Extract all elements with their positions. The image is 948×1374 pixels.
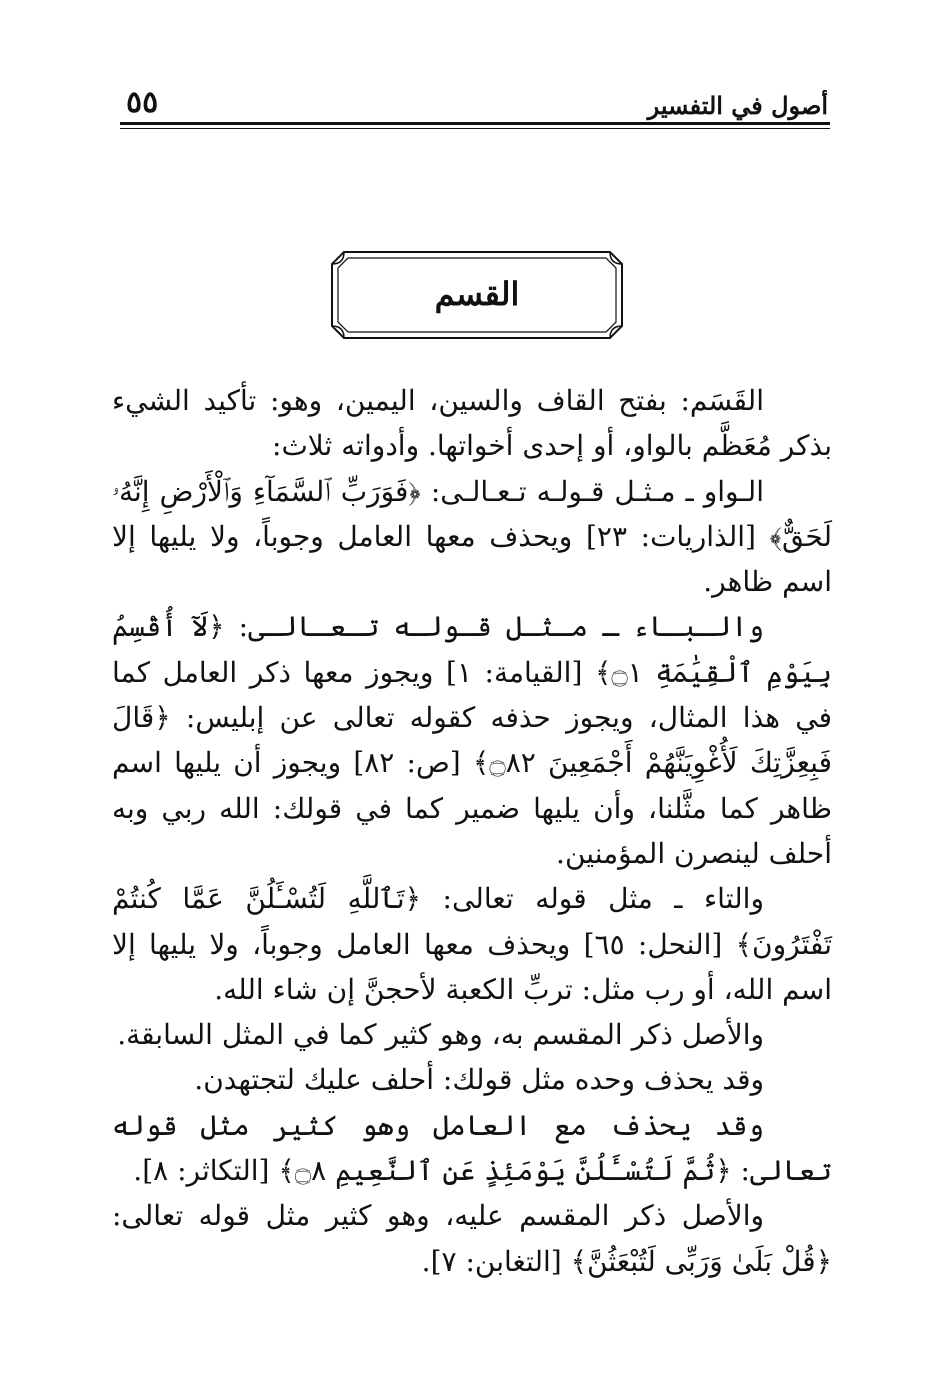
paragraph-muqsam-alayhi: والأصل ذكر المقسم عليه، وهو كثير مثل قوله تعالى: ﴿قُلْ بَلَىٰ وَرَبِّى لَتُبْعَثُنَّ﴾ [التغابن: ٧]. (112, 1199, 832, 1278)
header-rule-thick (120, 122, 830, 125)
section-title: القسم (434, 275, 520, 313)
section-title-frame (330, 250, 624, 340)
header-rule-thin (120, 128, 830, 129)
paragraph-baa: والـبـاء ـ مـثـل قـولـه تـعـالـى: ﴿لَآ أُقْسِمُ بِيَوْمِ ٱلْقِيَٰمَةِ ۝١﴾ [القيامة: ١] ويجوز معها ذكر العامل كما في هذا المثال، ويجوز حذفه كقوله تعالى عن إبليس: ﴿قَالَ فَبِعِزَّتِكَ لَأُغْوِيَنَّهُمْ أَجْمَعِينَ ۝٨٢﴾ [ص: ٨٢] ويجوز أن يليها اسم ظاهر كما مثَّلنا، وأن يليها ضمير كما في قولك: الله ربي وبه أحلف لينصرن المؤمنين. (112, 610, 833, 870)
page-header (120, 80, 830, 128)
body-text (112, 378, 832, 1284)
paragraph-hadhf-maa-amil: وقد يحذف مع العامل وهو كثير مثل قوله تعالى: ﴿ثُمَّ لَتُسْـَٔلُنَّ يَوْمَئِذٍ عَنِ ٱلنَّعِيمِ ۝٨﴾ [التكاثر: ٨]. (112, 1108, 832, 1188)
running-title: أصول في التفسير (647, 91, 828, 120)
paragraph-taa: والتاء ـ مثل قوله تعالى: ﴿تَٱللَّهِ لَتُسْـَٔلُنَّ عَمَّا كُنتُمْ تَفْتَرُونَ﴾ [النحل: ٦٥] ويحذف معها العامل وجوباً، ولا يليها إلا اسم الله، أو رب مثل: تربِّ الكعبة لأحجنَّ إن شاء الله. (112, 882, 832, 1006)
paragraph-definition: القَسَم: بفتح القاف والسين، اليمين، وهو: تأكيد الشيء بذكر مُعَظَّم بالواو، أو إحدى أخواتها. وأدواته ثلاث: (112, 384, 832, 463)
page-number: ٥٥ (126, 85, 159, 120)
paragraph-waw: الـواو ـ مـثـل قـولـه تـعـالـى: ﴿فَوَرَبِّ ٱلسَّمَآءِ وَٱلْأَرْضِ إِنَّهُۥ لَحَقٌّ﴾ [الذاريات: ٢٣] ويحذف معها العامل وجوباً، ولا يليها إلا اسم ظاهر. (112, 474, 832, 599)
paragraph-hadhf-wahdahu: وقد يحذف وحده مثل قولك: أحلف عليك لتجتهدن. (194, 1063, 764, 1097)
paragraph-muqsam-bihi: والأصل ذكر المقسم به، وهو كثير كما في المثل السابقة. (117, 1018, 764, 1052)
